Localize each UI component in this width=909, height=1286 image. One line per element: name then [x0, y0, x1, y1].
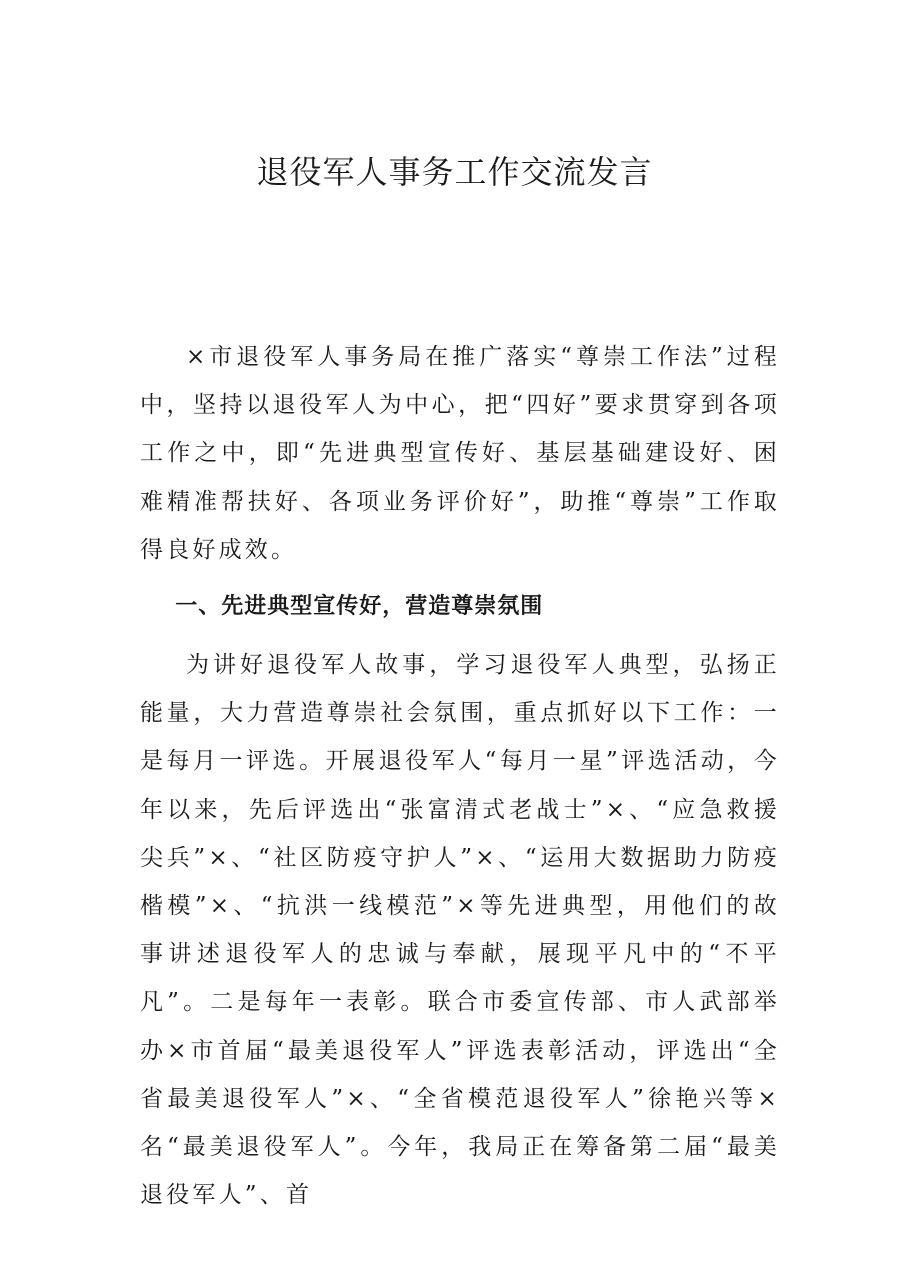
- section-heading-1: 一、先进典型宣传好，营造尊崇氛围: [175, 594, 544, 619]
- document-title: 退役军人事务工作交流发言: [256, 153, 653, 191]
- section-1-paragraph: 为讲好退役军人故事，学习退役军人典型，弘扬正能量，大力营造尊崇社会氛围，重点抓好以下工作：一是每月一评选。开展退役军人“每月一星”评选活动，今年以来，先后评选出“张富清式老战士”×、“应急救援尖兵”×、“社区防疫守护人”×、“运用大数据助力防疫楷模”×、“抗洪一线模范”×等先进典型，用他们的故事讲述退役军人的忠诚与奉献，展现平凡中的“不平凡”。二是每年一表彰。联合市委宣传部、市人武部举办×市首届“最美退役军人”评选表彰活动，评选出“全省最美退役军人”×、“全省模范退役军人”徐艳兴等×名“最美退役军人”。今年，我局正在筹备第二届“最美退役军人”、首: [140, 652, 780, 1209]
- intro-paragraph: ×市退役军人事务局在推广落实“尊崇工作法”过程中，坚持以退役军人为中心，把“四好”要求贯穿到各项工作之中，即“先进典型宣传好、基层基础建设好、困难精准帮扶好、各项业务评价好”，助推“尊崇”工作取得良好成效。: [140, 344, 780, 563]
